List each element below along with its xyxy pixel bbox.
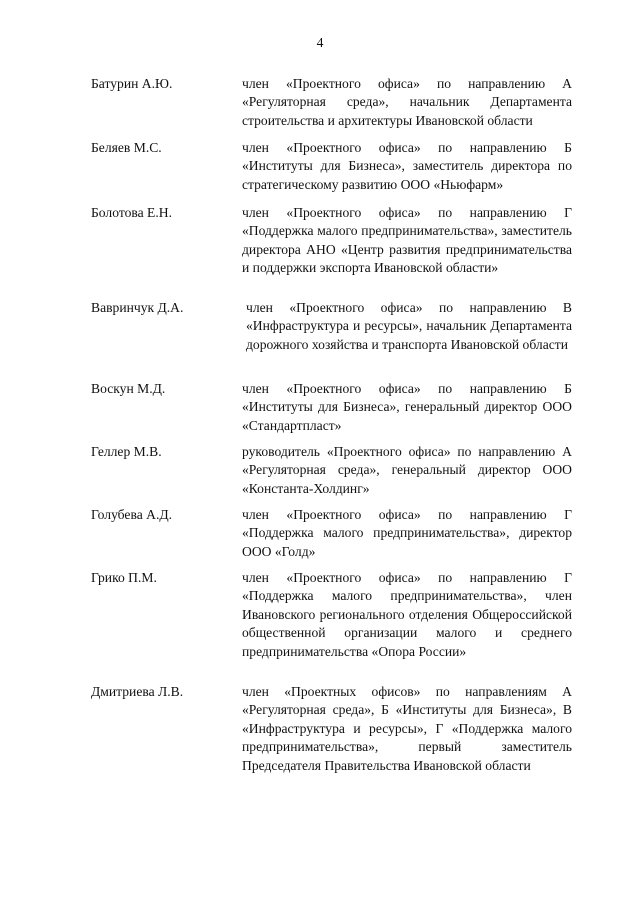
member-name: Батурин А.Ю. xyxy=(91,76,173,91)
member-name: Голубева А.Д. xyxy=(91,507,173,522)
member-role: член «Проектного офиса» по направлению Г «Поддержка малого предпринимательства», заместитель директора АНО «Центр развития предпринимательства и поддержки экспорта Ивановской области» xyxy=(242,205,572,276)
member-role: член «Проектного офиса» по направлению А «Регуляторная среда», начальник Департамента строительства и архитектуры Ивановской области xyxy=(242,76,572,128)
member-role: член «Проектного офиса» по направлению Б «Институты для Бизнеса», заместитель директора по стратегическому развитию ООО «Ньюфарм» xyxy=(242,140,572,192)
member-name: Грико П.М. xyxy=(91,570,157,585)
member-name: Геллер М.В. xyxy=(91,444,162,459)
member-role: член «Проектного офиса» по направлению Г «Поддержка малого предпринимательства», член Ивановского регионального отделения Общероссийской общественной организации малого и среднего предпринимательства «Опора России» xyxy=(242,570,572,659)
member-name: Вавринчук Д.А. xyxy=(91,300,184,315)
page-number: 4 xyxy=(316,35,324,50)
member-role: член «Проектного офиса» по направлению Г «Поддержка малого предпринимательства», директор ООО «Голд» xyxy=(242,507,572,559)
member-name: Дмитриева Л.В. xyxy=(91,684,184,699)
member-name: Беляев М.С. xyxy=(91,140,162,155)
member-role: руководитель «Проектного офиса» по направлению А «Регуляторная среда», генеральный директор ООО «Константа-Холдинг» xyxy=(242,444,572,496)
member-role: член «Проектного офиса» по направлению В «Инфраструктура и ресурсы», начальник Департамента дорожного хозяйства и транспорта Ивановской области xyxy=(246,300,572,352)
member-name: Болотова Е.Н. xyxy=(91,205,172,220)
member-role: член «Проектных офисов» по направлениям А «Регуляторная среда», Б «Институты для Бизнеса», В «Инфраструктура и ресурсы», Г «Поддержка малого предпринимательства», первый заместитель Председателя Правительства Ивановской области xyxy=(242,684,572,773)
member-name: Воскун М.Д. xyxy=(91,381,166,396)
member-role: член «Проектного офиса» по направлению Б «Институты для Бизнеса», генеральный директор ООО «Стандартпласт» xyxy=(242,381,572,433)
